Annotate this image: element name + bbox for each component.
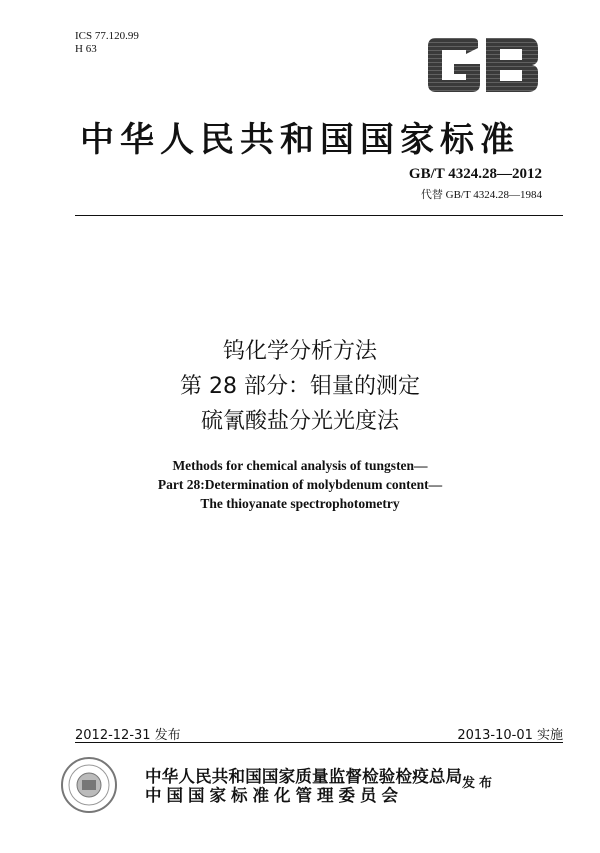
issuer-aqsiq: 中华人民共和国国家质量监督检验检疫总局 [145,767,463,786]
zh-title-line1: 钨化学分析方法 [222,339,377,364]
ics-code: ICS 77.120.99 [75,30,139,42]
en-title-line1: Methods for chemical analysis of tungsten— [172,458,428,473]
en-title-line2: Part 28:Determination of molybdenum content— [157,477,443,492]
classification-codes [75,30,139,56]
replaces-standard: 代替 GB/T 4324.28—1984 [420,189,542,201]
issue-date: 2012-12-31 发布 [75,728,181,743]
bottom-divider [75,742,563,743]
top-divider [75,215,563,216]
gb-logo-icon [426,38,540,92]
en-title-line3: The thioyanate spectrophotometry [200,496,400,511]
publish-label: 发布 [462,776,497,791]
ccs-code: H 63 [75,43,97,55]
implementation-date: 2013-10-01 实施 [457,728,563,743]
seal-icon [60,756,118,814]
issuer-sac: 中国国家标准化管理委员会 [145,786,403,805]
zh-title-line3: 硫氰酸盐分光光度法 [200,409,399,434]
national-standard-title: 中华人民共和国国家标准 [80,120,520,160]
standard-number: GB/T 4324.28—2012 [408,166,542,182]
zh-title-line2: 第 28 部分：钼量的测定 [180,374,420,399]
